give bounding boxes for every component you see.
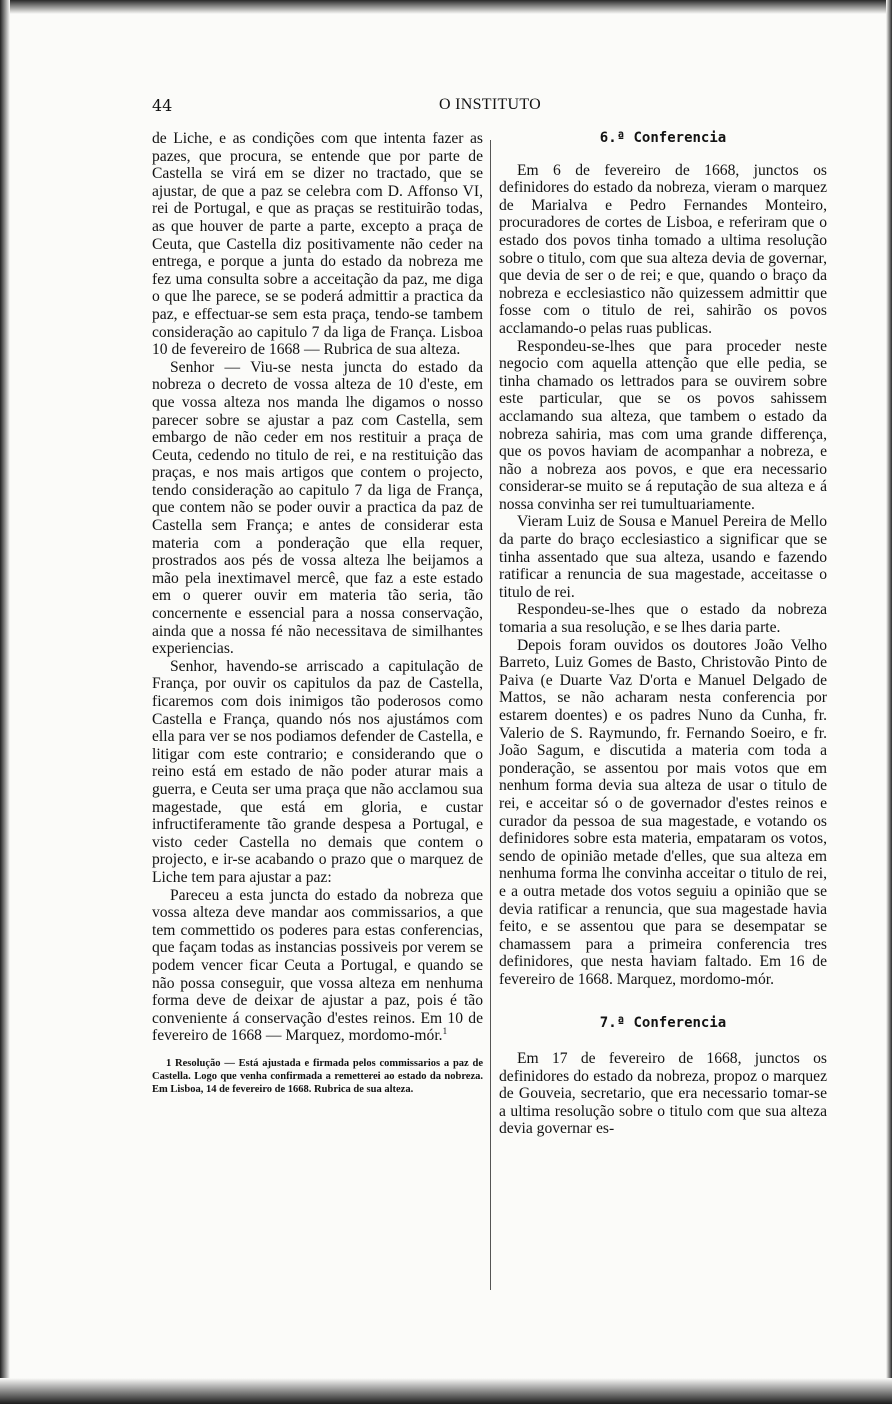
page-header (152, 96, 828, 120)
scan-edge-left (0, 0, 10, 1404)
paragraph-with-note (152, 887, 483, 1045)
scan-edge-right (886, 0, 892, 1404)
paragraph: Vieram Luiz de Sousa e Manuel Pereira de Mello da parte do braço ecclesiastico a significar que se tinha assentado que sua alteza, usando e fazendo ratificar a renuncia de sua magestade, acceitasse o titulo de rei. (499, 513, 827, 601)
paragraph: Depois foram ouvidos os doutores João Velho Barreto, Luiz Gomes de Basto, Christovão Pinto de Paiva (e Duarte Vaz D'orta e Manuel Delgado de Mattos, se não acharam nesta conferencia por estarem doentes) e os padres Nuno da Cunha, fr. Valerio de S. Raymundo, fr. Fernando Soeiro, e fr. João Sagum, e discutida a materia com toda a ponderação, se assentou por mais votos que em nenhum forma devia sua alteza de usar o titulo de rei, e acceitar só o de governador d'estes reinos e curador da pessoa de sua magestade, e votando os definidores sobre esta materia, empataram os votos, sendo de opinião metade d'elles, que sua alteza em nenhuma forma lhe convinha acceitar o titulo de rei, e a outra metade dos votos seguiu a opinião que se devia ratificar a renuncia, que sua magestade havia feito, e se assentou que para se desempatar se chamassem para a primeira conferencia tres definidores, que nesta haviam faltado. Em 16 de fevereiro de 1668. Marquez, mordomo-mór. (499, 636, 827, 988)
scan-edge-bottom (0, 1378, 892, 1404)
page-number: 44 (152, 96, 173, 115)
paragraph: Senhor, havendo-se arriscado a capitulação de França, por ouvir os capitulos da paz de Castella, ficaremos com dois inimigos tão poderosos como Castella e França, quando nós nos ajustámos com ella para ver se nos podiamos defender de Castella, e litigar com este contrario; e considerando que o reino está em estado de não poder aturar mais a guerra, e Ceuta ser uma praça que não acclamou sua magestade, que está em gloria, e custar infructiferamente tão grande despesa a Portugal, e visto ceder Castella no demais que contem o projecto, e ir-se acabando o prazo que o marquez de Liche tem para ajustar a paz: (152, 657, 483, 886)
paragraph: Respondeu-se-lhes que o estado da nobreza tomaria a sua resolução, e se lhes daria parte. (499, 601, 827, 637)
column-rule (490, 140, 491, 1290)
paragraph: Em 17 de fevereiro de 1668, junctos os definidores do estado da nobreza, propoz o marquez de Gouveia, secretario, que era necessario tomar-se a ultima resolução sobre o titulo com que sua alteza devia governar es- (499, 1050, 827, 1138)
footnote-mark: 1 (442, 1026, 448, 1037)
section-heading: 7.ª Conferencia (599, 1014, 727, 1031)
paragraph: de Liche, e as condições com que intenta fazer as pazes, que procura, se entende que por parte de Castella se virá em se dizer no tractado, que se ajustar, de que a paz se celebra com D. Affonso VI, rei de Portugal, e que as praças se restituirão todas, as que houver de parte a parte, excepto a praça de Ceuta, que Castella diz positivamente não ceder na entrega, e porque a junta do estado da nobreza me fez uma consulta sobre a acceitação da paz, me diga o que lhe parece, se se poderá admittir a practica da paz, e effectuar-se sem esta praça, tendo-se tambem consideração ao capitulo 7 da liga de França. Lisboa 10 de fevereiro de 1668 — Rubrica de sua alteza. (152, 130, 483, 359)
right-column (499, 130, 827, 1138)
running-title: O INSTITUTO (438, 96, 542, 113)
paragraph: Senhor — Viu-se nesta juncta do estado da nobreza o decreto de vossa alteza de 10 d'este, em que vossa alteza nos manda lhe digamos o nosso parecer sobre se ajustar a paz com Castella, sem embargo de não ceder em nos restituir a praça de Ceuta, cedendo no titulo de rei, e na restituição das praças, e nos mais artigos que contem o projecto, tendo consideração ao capitulo 7 da liga de França, que contem não se poder ouvir a practica da paz de Castella sem França; e antes de considerar esta materia com a ponderação que ella requer, prostrados aos pés de vossa alteza lhe beijamos a mão pela inextimavel mercê, que faz a este estado em o querer ouvir em materia tão seria, tão concernente e essencial para a nossa conservação, ainda que a nossa fé não necessitava de similhantes experiencias. (152, 358, 483, 658)
scan-edge-top (0, 0, 892, 14)
paragraph-text: Pareceu a esta juncta do estado da nobreza que vossa alteza deve mandar aos commissarios, a que tem commettido os poderes para estas conferencias, que façam todas as instancias possiveis por verem se podem vencer ficar Ceuta a Portugal, e quando se não possa conseguir, que vossa alteza em nenhuma forma deve de deixar de ajustar a paz, pois é tão conveniente á conservação d'estes reinos. Em 10 de fevereiro de 1668 — Marquez, mordomo-mór. (152, 886, 483, 1045)
section-heading: 6.ª Conferencia (599, 130, 727, 146)
footnote: 1 Resolução — Está ajustada e firmada pelos commissarios a paz de Castella. Logo que venha confirmada a remetterei ao estado da nobreza. Em Lisboa, 14 de fevereiro de 1668. Rubrica de sua alteza. (152, 1057, 483, 1095)
paragraph: Em 6 de fevereiro de 1668, junctos os definidores do estado da nobreza, vieram o marquez de Marialva e Pedro Fernandes Monteiro, procuradores de cortes de Lisboa, e referiram que o estado dos povos tinha tomado a ultima resolução sobre o titulo, com que sua alteza devia de governar, que devia de ser o de rei; e que, quando o braço da nobreza e ecclesiastico não quizessem admittir que fosse com o titulo de rei, sahirão os povos acclamando-o pelas ruas publicas. (499, 161, 827, 337)
paragraph: Respondeu-se-lhes que para proceder neste negocio com aquella attenção que elle pedia, se tinha chamado os lettrados para se ouvirem sobre este particular, que se os povos sahissem acclamando sua alteza, que tambem o estado da nobreza sahiria, mas com uma grande differença, que os povos haviam de acompanhar a nobreza, e não a nobreza aos povos, e que era necessario considerar-se muito se á reputação de sua alteza e á nossa convinha ser rei tumultuariamente. (499, 337, 827, 513)
left-column (152, 130, 483, 1096)
